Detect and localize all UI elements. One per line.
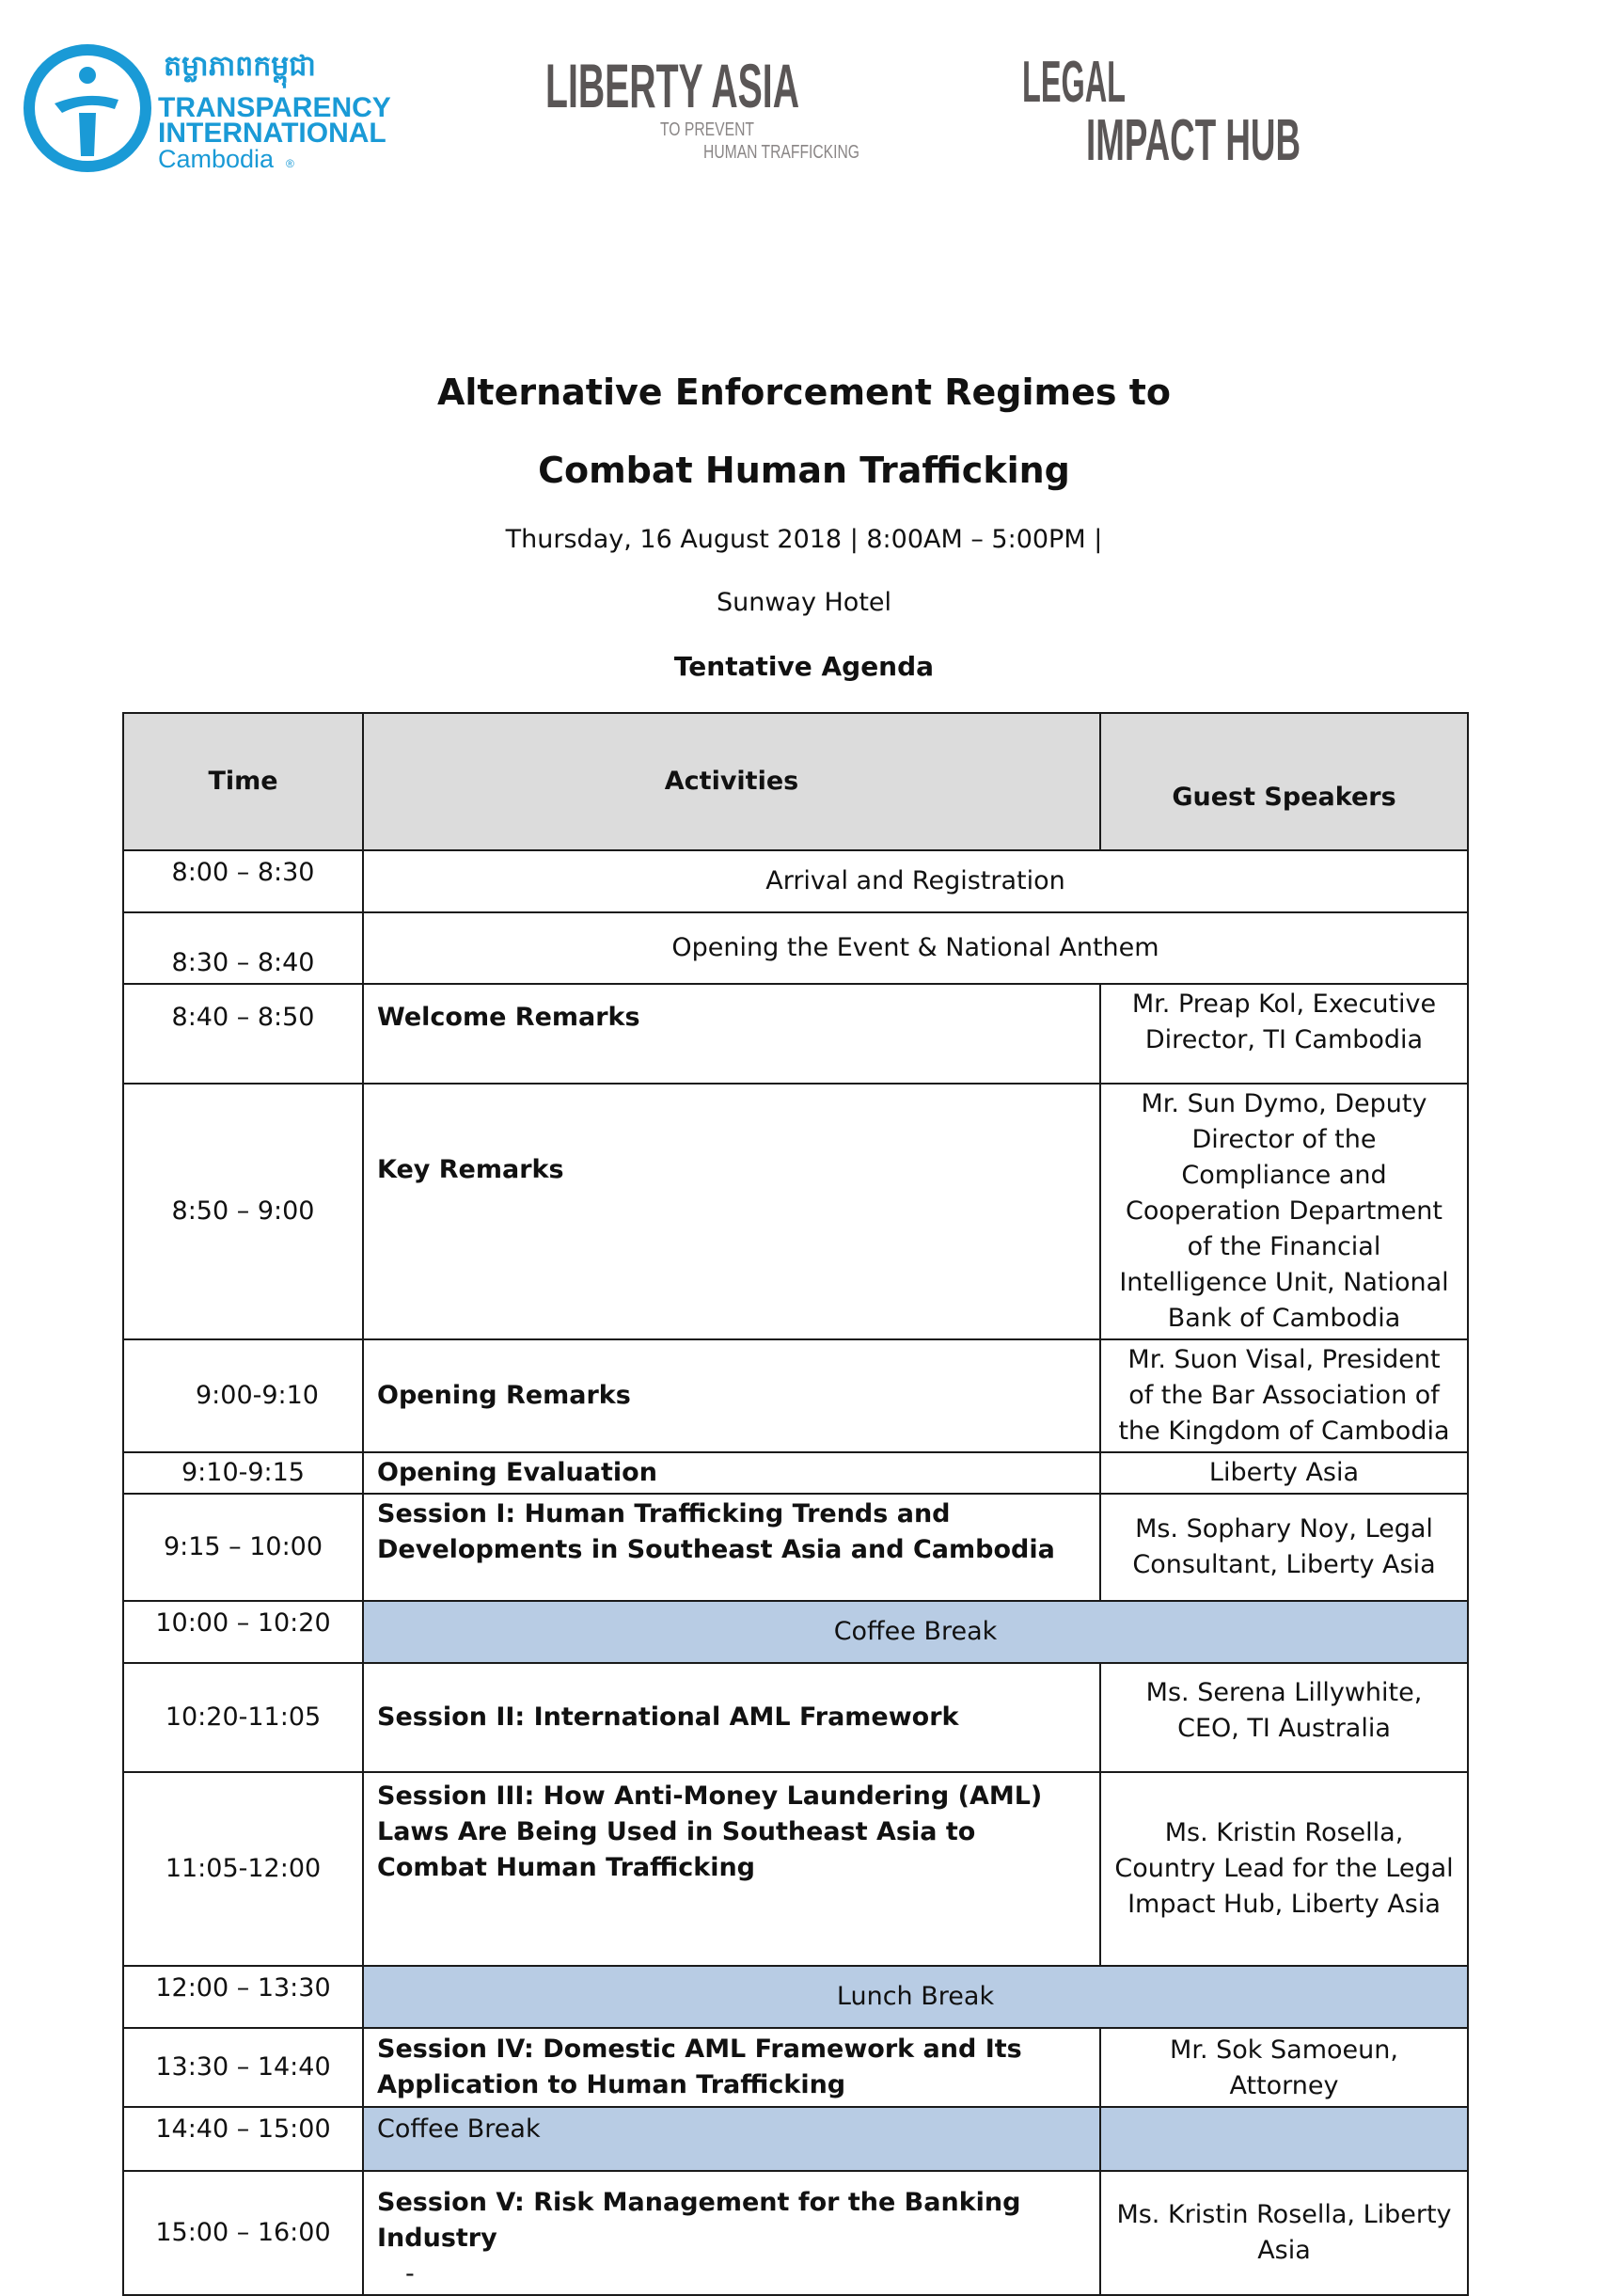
activity-cell: Opening the Event & National Anthem bbox=[363, 912, 1468, 984]
lih-line1: LEGAL bbox=[1022, 50, 1126, 115]
activity-cell: Session II: International AML Framework bbox=[363, 1663, 1100, 1772]
table-row bbox=[123, 1494, 1468, 1601]
table-row bbox=[123, 984, 1468, 1084]
break-cell: Coffee Break bbox=[363, 2107, 1100, 2171]
time-cell: 8:30 – 8:40 bbox=[123, 912, 363, 984]
speaker-cell: Mr. Preap Kol, Executive Director, TI Cambodia bbox=[1100, 984, 1468, 1084]
document-title-line-1: Alternative Enforcement Regimes to bbox=[436, 372, 1172, 413]
activity-cell: Arrival and Registration bbox=[363, 850, 1468, 912]
ti-khmer-name: តម្លាភាពកម្ពុជា bbox=[164, 50, 316, 83]
activity-cell: Session I: Human Trafficking Trends and Developments in Southeast Asia and Cambodia bbox=[363, 1494, 1100, 1601]
ti-line3: Cambodia bbox=[158, 145, 275, 173]
liberty-asia-name: LIBERTY ASIA bbox=[545, 51, 799, 120]
break-speaker-cell bbox=[1100, 2107, 1468, 2171]
table-row bbox=[123, 1339, 1468, 1452]
break-cell: Lunch Break bbox=[363, 1966, 1468, 2028]
liberty-asia-tagline-2: HUMAN TRAFFICKING bbox=[703, 142, 859, 163]
activity-cell: Welcome Remarks bbox=[363, 984, 1100, 1084]
speaker-cell: Ms. Serena Lillywhite, CEO, TI Australia bbox=[1100, 1663, 1468, 1772]
speaker-cell: Mr. Suon Visal, President of the Bar Association of the Kingdom of Cambodia bbox=[1100, 1339, 1468, 1452]
time-cell: 10:00 – 10:20 bbox=[123, 1601, 363, 1663]
time-cell: 12:00 – 13:30 bbox=[123, 1966, 363, 2028]
activity-cell: Opening Evaluation bbox=[363, 1452, 1100, 1494]
speaker-cell: Ms. Sophary Noy, Legal Consultant, Liberty Asia bbox=[1100, 1494, 1468, 1601]
ti-registered-mark: ® bbox=[286, 157, 294, 170]
table-row bbox=[123, 850, 1468, 912]
time-cell: 14:40 – 15:00 bbox=[123, 2107, 363, 2171]
time-cell: 10:20-11:05 bbox=[123, 1663, 363, 1772]
time-cell: 8:40 – 8:50 bbox=[123, 984, 363, 1084]
speaker-cell: Mr. Sok Samoeun, Attorney bbox=[1100, 2028, 1468, 2107]
agenda-table bbox=[122, 712, 1469, 2296]
ti-line2: INTERNATIONAL bbox=[158, 118, 386, 149]
time-cell: 15:00 – 16:00 bbox=[123, 2171, 363, 2295]
table-row bbox=[123, 2107, 1468, 2171]
table-row bbox=[123, 1084, 1468, 1339]
document-title-line-2: Combat Human Trafficking bbox=[538, 450, 1070, 491]
lih-line2: IMPACT HUB bbox=[1086, 108, 1301, 173]
time-cell: 9:15 – 10:00 bbox=[123, 1494, 363, 1601]
table-row bbox=[123, 912, 1468, 984]
activity-cell: Session III: How Anti-Money Laundering (AML) Laws Are Being Used in Southeast Asia to Combat Human Trafficking bbox=[363, 1772, 1100, 1966]
table-header-row bbox=[123, 713, 1468, 850]
time-cell: 13:30 – 14:40 bbox=[123, 2028, 363, 2107]
speaker-cell: Ms. Kristin Rosella, Liberty Asia bbox=[1100, 2171, 1468, 2295]
speaker-cell: Mr. Sun Dymo, Deputy Director of the Compliance and Cooperation Department of the Financial Intelligence Unit, National Bank of Cambodia bbox=[1100, 1084, 1468, 1339]
column-header-guest-speakers: Guest Speakers bbox=[1100, 713, 1468, 850]
activity-note: - bbox=[405, 2259, 415, 2288]
time-cell: 11:05-12:00 bbox=[123, 1772, 363, 1966]
column-header-activities: Activities bbox=[363, 713, 1100, 850]
table-row bbox=[123, 1663, 1468, 1772]
time-cell: 8:00 – 8:30 bbox=[123, 850, 363, 912]
time-cell: 9:10-9:15 bbox=[123, 1452, 363, 1494]
liberty-asia-logo bbox=[545, 34, 865, 175]
liberty-asia-tagline-1: TO PREVENT bbox=[660, 119, 754, 140]
activity-cell bbox=[363, 2171, 1100, 2295]
table-row bbox=[123, 2171, 1468, 2295]
speaker-cell: Liberty Asia bbox=[1100, 1452, 1468, 1494]
table-row bbox=[123, 2028, 1468, 2107]
event-dateline: Thursday, 16 August 2018 | 8:00AM – 5:00PM | bbox=[505, 525, 1103, 554]
speaker-cell: Ms. Kristin Rosella, Country Lead for the Legal Impact Hub, Liberty Asia bbox=[1100, 1772, 1468, 1966]
activity-cell: Opening Remarks bbox=[363, 1339, 1100, 1452]
table-row bbox=[123, 1966, 1468, 2028]
time-cell: 9:00-9:10 bbox=[123, 1339, 363, 1452]
legal-impact-hub-logo bbox=[1020, 34, 1302, 175]
activity-cell: Session IV: Domestic AML Framework and Its Application to Human Trafficking bbox=[363, 2028, 1100, 2107]
ti-line1: TRANSPARENCY bbox=[158, 92, 391, 123]
activity-text: Session V: Risk Management for the Banking Industry bbox=[377, 2188, 1021, 2253]
event-venue: Sunway Hotel bbox=[716, 588, 892, 617]
transparency-international-cambodia-logo bbox=[24, 38, 401, 179]
table-row bbox=[123, 1772, 1468, 1966]
table-row bbox=[123, 1601, 1468, 1663]
activity-cell: Key Remarks bbox=[363, 1084, 1100, 1339]
break-cell: Coffee Break bbox=[363, 1601, 1468, 1663]
table-row bbox=[123, 1452, 1468, 1494]
time-cell: 8:50 – 9:00 bbox=[123, 1084, 363, 1339]
agenda-label: Tentative Agenda bbox=[673, 651, 935, 682]
column-header-time: Time bbox=[123, 713, 363, 850]
